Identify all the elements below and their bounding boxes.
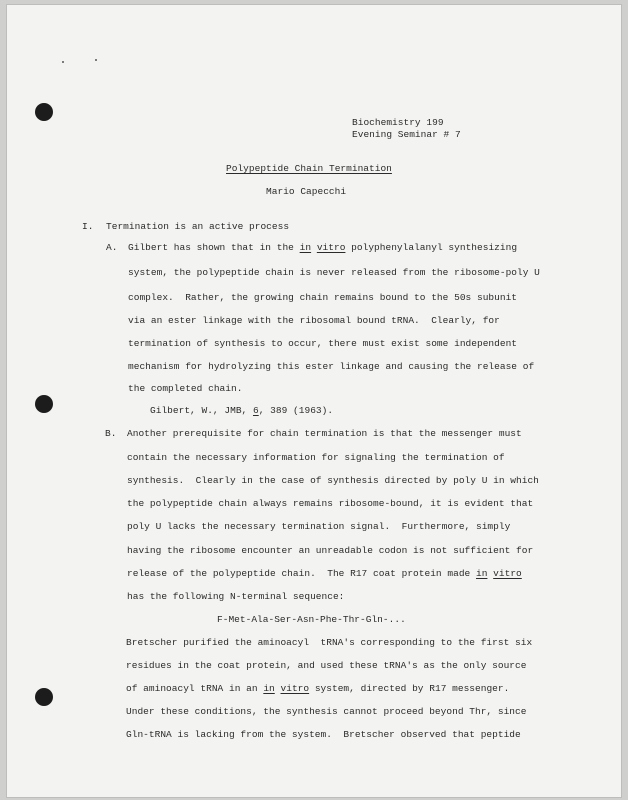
text-segment: the completed chain. xyxy=(128,383,243,394)
text-segment: Gln-tRNA is lacking from the system. Bretscher observed that peptide xyxy=(126,729,521,740)
speck xyxy=(62,61,64,63)
text-segment: has the following N-terminal sequence: xyxy=(127,591,345,602)
text-line xyxy=(126,660,526,672)
text-line xyxy=(127,545,533,557)
text-segment: polyphenylalanyl synthesizing xyxy=(345,242,518,253)
text-line xyxy=(127,568,522,580)
text-line xyxy=(127,521,510,533)
document-title: Polypeptide Chain Termination xyxy=(226,163,392,174)
text-segment: release of the polypeptide chain. The R17 coat protein made xyxy=(127,568,476,579)
text-line xyxy=(126,729,521,741)
punch-hole-middle xyxy=(35,395,53,413)
text-segment: Another prerequisite for chain termination is that the messenger must xyxy=(127,428,522,439)
seminar-label: Evening Seminar # 7 xyxy=(352,129,461,140)
text-line xyxy=(127,475,539,487)
section-i-marker: I. xyxy=(82,221,94,232)
text-segment: residues in the coat protein, and used these tRNA's as the only source xyxy=(126,660,527,671)
text-segment: of aminoacyl tRNA in an xyxy=(126,683,264,694)
text-line xyxy=(128,361,534,373)
text-segment: via an ester linkage with the ribosomal bound tRNA. Clearly, for xyxy=(128,315,500,326)
text-line xyxy=(127,428,522,440)
text-segment: Bretscher purified the aminoacyl tRNA's corresponding to the first six xyxy=(126,637,533,648)
text-segment: poly U lacks the necessary termination signal. Furthermore, simply xyxy=(127,521,511,532)
text-line xyxy=(127,498,533,510)
text-line xyxy=(150,405,333,417)
author: Mario Capecchi xyxy=(266,186,347,197)
text-line xyxy=(128,315,500,327)
text-segment: , 389 (1963). xyxy=(258,405,334,416)
text-line xyxy=(126,683,509,695)
text-segment: complex. Rather, the growing chain remains bound to the 50s subunit xyxy=(128,292,518,303)
speck xyxy=(95,59,97,61)
underlined-text: vitro xyxy=(316,242,346,253)
text-line xyxy=(128,383,242,395)
text-segment: system, the polypeptide chain is never released from the ribosome-poly U xyxy=(128,267,540,278)
punch-hole-top xyxy=(35,103,53,121)
text-segment: having the ribosome encounter an unreadable codon is not sufficient for xyxy=(127,545,534,556)
underlined-text: 6 xyxy=(252,405,259,416)
punch-hole-bottom xyxy=(35,688,53,706)
section-i-heading: Termination is an active process xyxy=(106,221,290,232)
text-line xyxy=(128,338,517,350)
text-segment: system, directed by R17 messenger. xyxy=(309,683,510,694)
underlined-text: in xyxy=(475,568,488,579)
text-line xyxy=(127,591,344,603)
item-a-marker: A. xyxy=(106,242,118,253)
peptide-sequence: F-Met-Ala-Ser-Asn-Phe-Thr-Gln-... xyxy=(217,614,406,625)
text-segment: synthesis. Clearly in the case of synthesis directed by poly U in which xyxy=(127,475,539,486)
underlined-text: vitro xyxy=(280,683,310,694)
item-b-marker: B. xyxy=(105,428,117,439)
text-segment: Under these conditions, the synthesis cannot proceed beyond Thr, since xyxy=(126,706,527,717)
underlined-text: in xyxy=(263,683,275,694)
course-label: Biochemistry 199 xyxy=(352,117,444,128)
text-segment: mechanism for hydrolyzing this ester linkage and causing the release of xyxy=(128,361,535,372)
text-line xyxy=(128,292,517,304)
underlined-text: in xyxy=(299,242,312,253)
text-segment: termination of synthesis to occur, there must exist some independent xyxy=(128,338,518,349)
text-line xyxy=(127,452,505,464)
text-segment: Gilbert has shown that in the xyxy=(128,242,300,253)
text-line xyxy=(126,706,526,718)
text-line xyxy=(128,242,517,254)
text-line xyxy=(126,637,532,649)
document-page xyxy=(6,4,622,798)
text-line xyxy=(128,267,540,279)
text-segment: Gilbert, W., JMB, xyxy=(150,405,253,416)
text-segment: the polypeptide chain always remains ribosome-bound, it is evident that xyxy=(127,498,534,509)
text-segment: contain the necessary information for signaling the termination of xyxy=(127,452,505,463)
underlined-text: vitro xyxy=(493,568,522,579)
